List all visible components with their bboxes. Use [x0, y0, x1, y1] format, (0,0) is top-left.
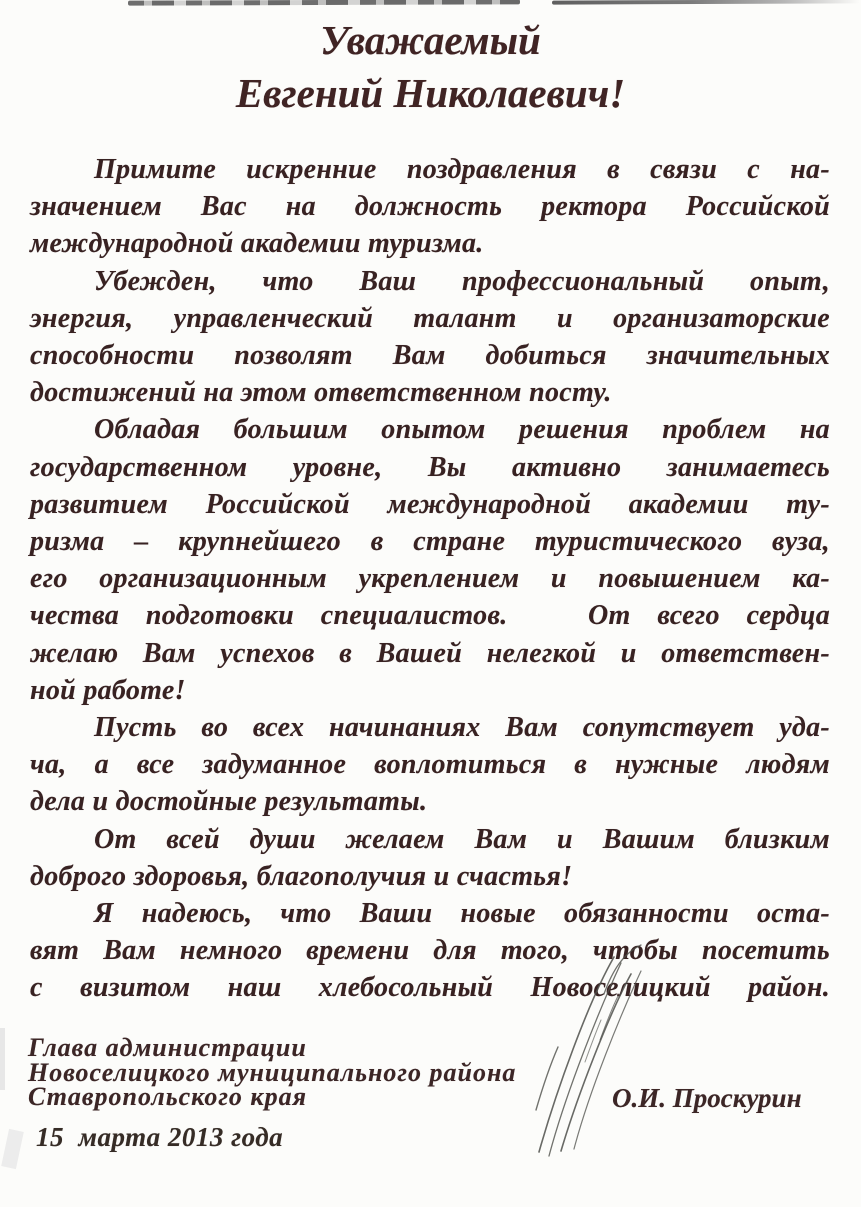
paragraph-2-line-1: Убежден, что Ваш профессиональный опыт,	[94, 265, 830, 297]
paragraph-2-line-4: достижений на этом ответственном посту.	[30, 377, 612, 409]
paragraph-1-line-1: Примите искренние поздравления в связи с на-	[94, 154, 830, 185]
letter-salutation	[0, 14, 861, 120]
paragraph-3-line-8: ной работе!	[30, 674, 186, 706]
paragraph-4-line-2: ча, а все задуманное воплотиться в нужные людям	[30, 749, 830, 781]
paragraph-5-line-1: От всей души желаем Вам и Вашим близким	[94, 823, 830, 855]
paragraph-6-line-2: вят Вам немного времени для того, чтобы посетить	[30, 935, 830, 967]
scan-artifact-top-left	[128, 0, 520, 6]
salutation-line-1: Уважаемый	[320, 17, 541, 63]
signature-title-block	[28, 1033, 517, 1112]
paragraph-2-line-2: энергия, управленческий талант и организаторские	[30, 302, 830, 334]
letter-body	[0, 151, 861, 1007]
signature-title-line-1: Глава администрации	[28, 1033, 307, 1062]
paragraph-3-line-5: его организационным укреплением и повышением ка-	[30, 563, 830, 595]
signature-title-line-3: Ставропольского края	[28, 1082, 307, 1112]
paragraph-3-line-6: чества подготовки специалистов. От всего сердца	[30, 600, 830, 632]
signatory-name: О.И. Проскурин	[612, 1083, 802, 1113]
paragraph-4-line-1: Пусть во всех начинаниях Вам сопутствует уда-	[94, 712, 830, 744]
paragraph-1-line-2: значением Вас на должность ректора Российской	[30, 191, 830, 223]
paragraph-3-line-1: Обладая большим опытом решения проблем на	[94, 414, 830, 446]
signature-title-line-2: Новоселицкого муниципального района	[28, 1057, 517, 1087]
salutation-line-2: Евгений Николаевич!	[235, 70, 626, 116]
paragraph-6-line-3: с визитом наш хлебосольный Новоселицкий район.	[30, 972, 830, 1004]
scan-smudge-bottom-left	[1, 1129, 24, 1169]
paragraph-6-line-1: Я надеюсь, что Ваши новые обязанности оста-	[94, 898, 830, 930]
scan-artifact-top-right	[552, 0, 860, 5]
letter-date: 15 марта 2013 года	[36, 1122, 284, 1152]
paragraph-1-line-3: международной академии туризма.	[30, 228, 484, 260]
paragraph-4-line-3: дела и достойные результаты.	[30, 786, 428, 818]
paragraph-3-line-7: желаю Вам успехов в Вашей нелегкой и ответствен-	[30, 637, 830, 669]
paragraph-3-line-3: развитием Российской международной академии ту-	[30, 488, 830, 520]
paragraph-2-line-3: способности позволят Вам добиться значительных	[30, 340, 830, 372]
scan-smudge-left	[0, 1028, 5, 1090]
paragraph-5-line-2: доброго здоровья, благополучия и счастья!	[30, 860, 573, 892]
paragraph-3-line-2: государственном уровне, Вы активно занимаетесь	[30, 451, 830, 483]
paragraph-3-line-4: ризма – крупнейшего в стране туристического вуза,	[30, 526, 830, 558]
